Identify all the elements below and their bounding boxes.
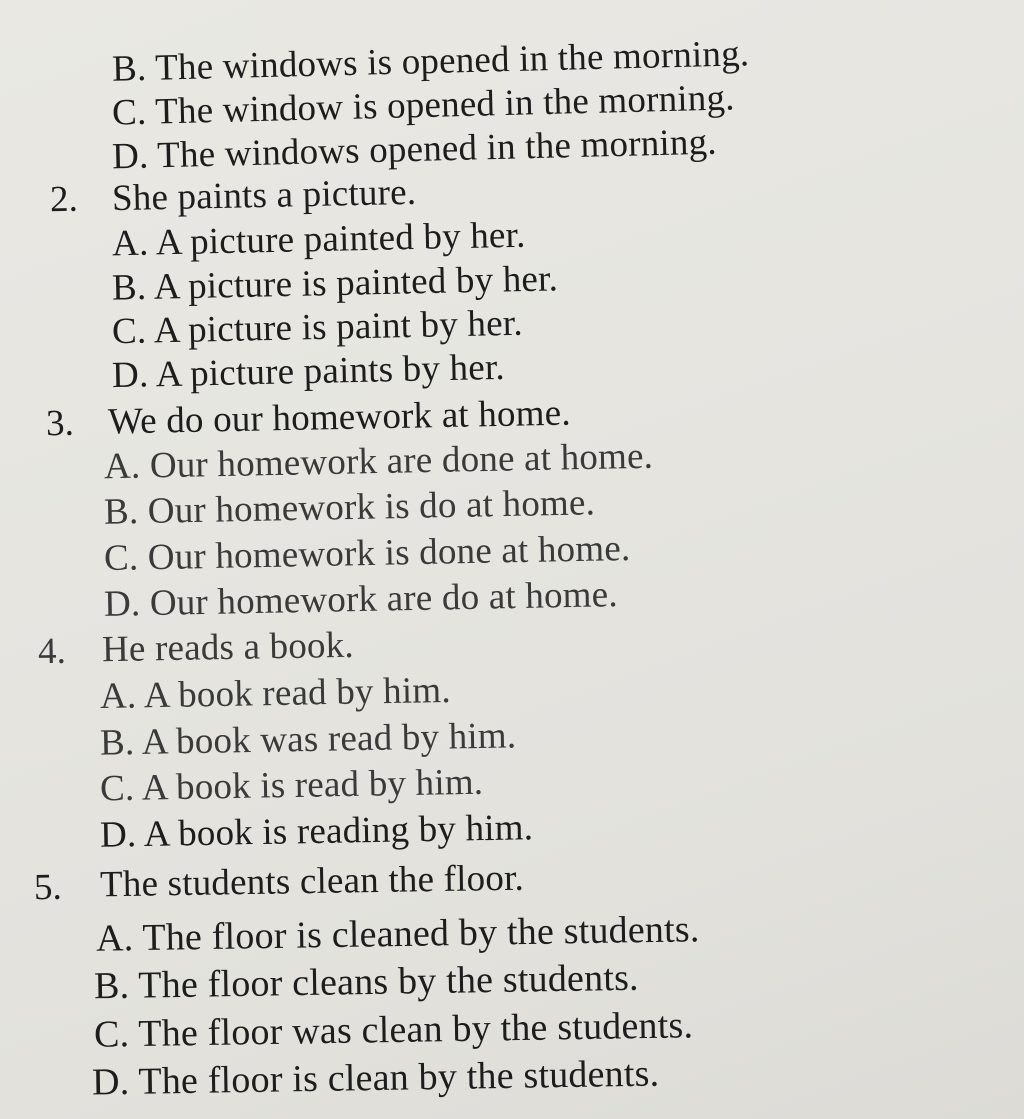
q1-option-b: B. The windows is opened in the morning. — [111, 33, 750, 90]
answer-option-c: C. A picture is paint by her. — [111, 302, 524, 353]
answer-option-c: C. The floor was clean by the students. — [93, 1004, 694, 1056]
answer-option-b: B. The floor cleans by the students. — [93, 956, 640, 1008]
q1-option-d: D. The windows opened in the morning. — [111, 121, 718, 178]
answer-option-d: D. Our homework are do at home. — [103, 574, 619, 625]
answer-option-a: A. A picture painted by her. — [111, 214, 526, 265]
answer-option-d: D. The floor is clean by the students. — [91, 1052, 660, 1104]
question-number: 2. — [49, 178, 79, 221]
answer-option-d: D. A picture paints by her. — [111, 346, 506, 397]
answer-option-c: C. A book is read by him. — [99, 761, 484, 810]
answer-option-b: B. A picture is painted by her. — [111, 258, 559, 309]
question-number: 4. — [37, 630, 67, 673]
answer-option-a: A. A book read by him. — [99, 669, 452, 718]
answer-option-c: C. Our homework is done at home. — [103, 527, 631, 580]
question-stem: She paints a picture. — [111, 171, 417, 220]
question-stem: The students clean the floor. — [99, 857, 525, 906]
answer-option-b: B. A book was read by him. — [99, 715, 517, 764]
question-stem: We do our homework at home. — [107, 392, 572, 443]
question-number: 5. — [33, 866, 63, 909]
answer-option-a: A. Our homework are done at home. — [103, 435, 654, 488]
question-stem: He reads a book. — [101, 624, 355, 671]
answer-option-b: B. Our homework is do at home. — [103, 482, 596, 533]
answer-option-a: A. The floor is cleaned by the students. — [95, 908, 700, 960]
question-number: 3. — [45, 402, 75, 445]
answer-option-d: D. A book is reading by him. — [99, 807, 534, 856]
q1-option-c: C. The window is opened in the morning. — [111, 77, 736, 134]
